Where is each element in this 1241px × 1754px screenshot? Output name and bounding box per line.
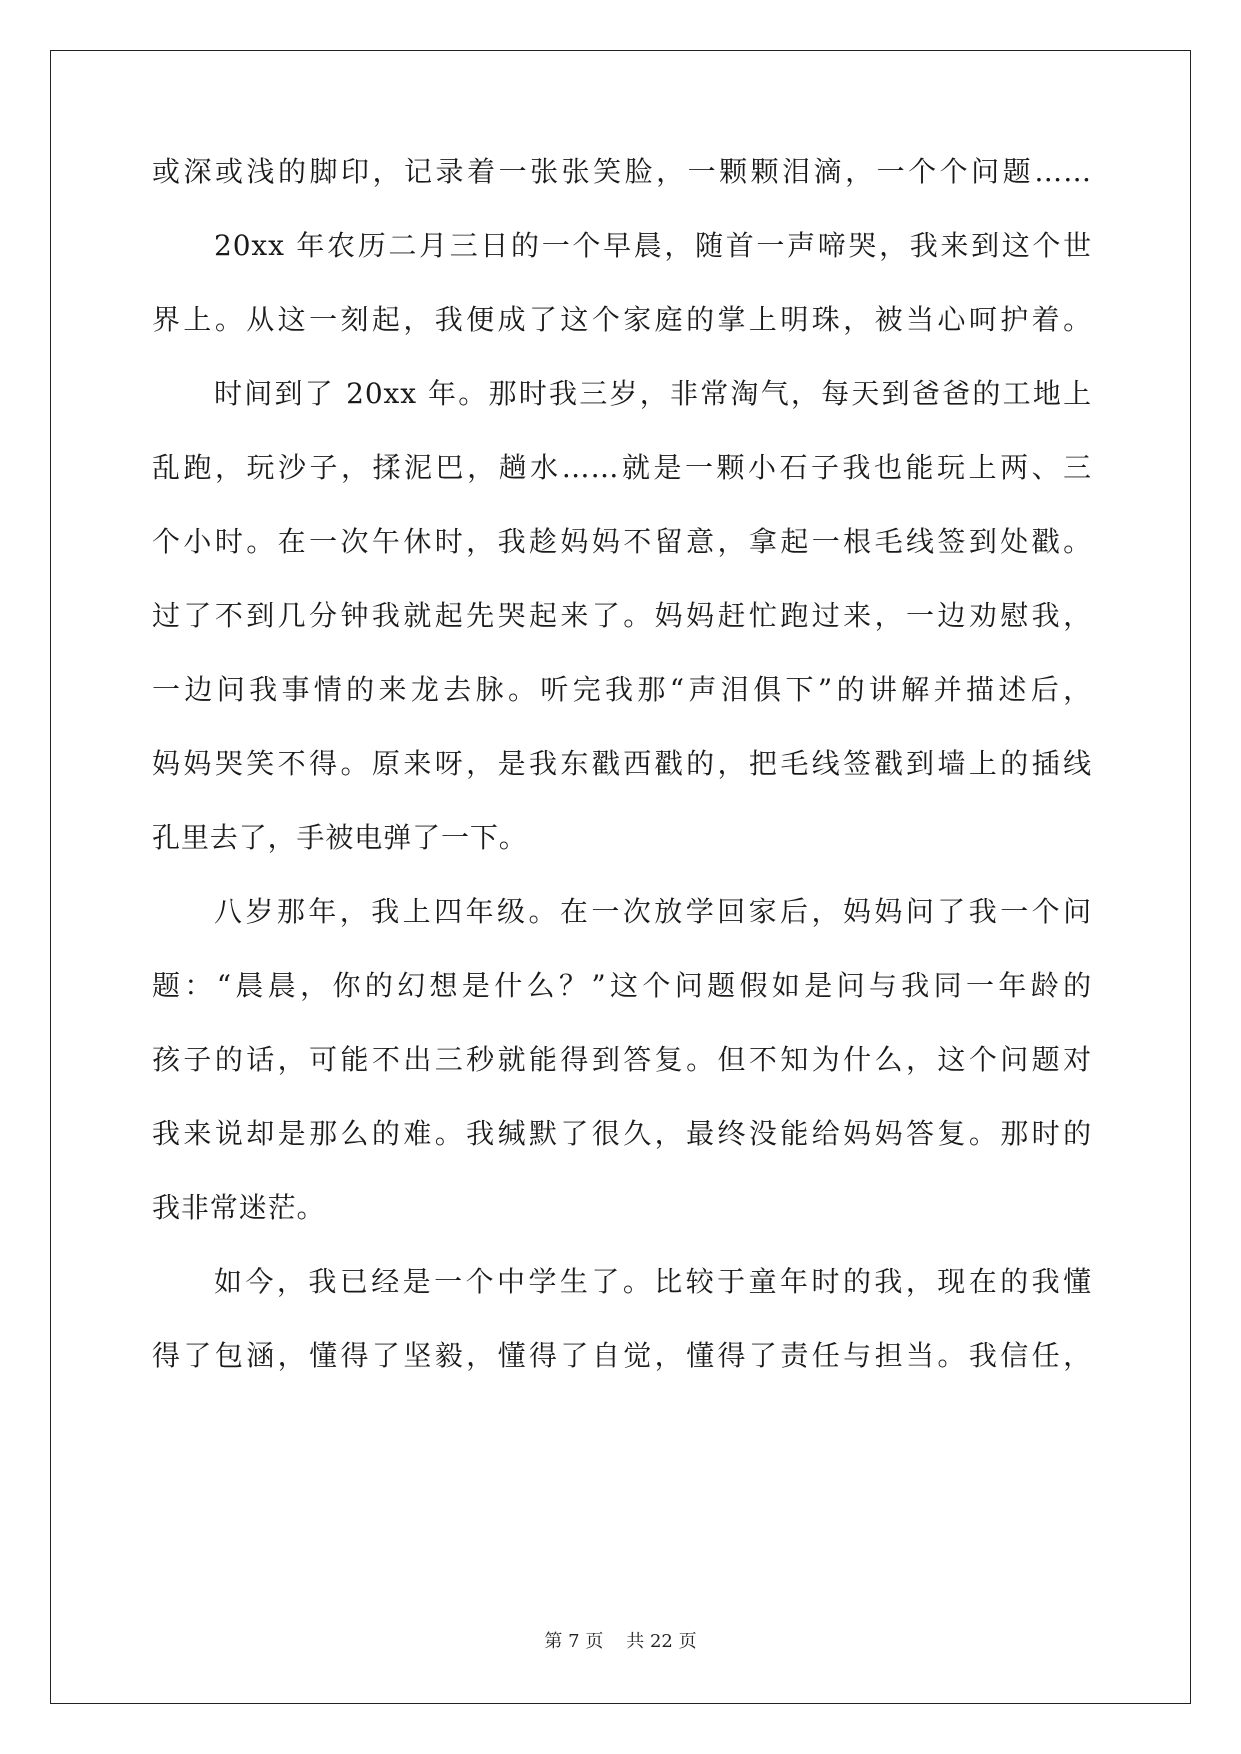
- paragraph-first-line: 八岁那年，我上四年级。在一次放学回家后，妈妈问了我一个问: [214, 895, 1092, 928]
- body-text-line: 题：“晨晨，你的幻想是什么？”这个问题假如是问与我同一年龄的: [152, 969, 1092, 1002]
- page-footer: [0, 1631, 1241, 1653]
- page-total: 共 22 页: [626, 1631, 697, 1652]
- paragraph-first-line: 20xx 年农历二月三日的一个早晨，随首一声啼哭，我来到这个世: [214, 229, 1092, 262]
- body-text-line: 个小时。在一次午休时，我趁妈妈不留意，拿起一根毛线签到处戳。: [152, 525, 1092, 558]
- paragraph-first-line: 如今，我已经是一个中学生了。比较于童年时的我，现在的我懂: [214, 1265, 1092, 1298]
- body-text-line: 孩子的话，可能不出三秒就能得到答复。但不知为什么，这个问题对: [152, 1043, 1092, 1076]
- body-text-line: 或深或浅的脚印，记录着一张张笑脸，一颗颗泪滴，一个个问题……: [152, 155, 1092, 188]
- page-border: [50, 50, 1191, 1704]
- body-text-line: 妈妈哭笑不得。原来呀，是我东戳西戳的，把毛线签戳到墙上的插线: [152, 747, 1092, 780]
- body-text-line: 得了包涵，懂得了坚毅，懂得了自觉，懂得了责任与担当。我信任，: [152, 1339, 1092, 1372]
- body-text-line: 乱跑，玩沙子，揉泥巴，趟水……就是一颗小石子我也能玩上两、三: [152, 451, 1092, 484]
- page-number: 第 7 页: [544, 1631, 604, 1652]
- paragraph-first-line: 时间到了 20xx 年。那时我三岁，非常淘气，每天到爸爸的工地上: [214, 377, 1092, 410]
- body-text-line: 过了不到几分钟我就起先哭起来了。妈妈赶忙跑过来，一边劝慰我，: [152, 599, 1092, 632]
- body-text-line: 界上。从这一刻起，我便成了这个家庭的掌上明珠，被当心呵护着。: [152, 303, 1092, 336]
- body-text-line: 我非常迷茫。: [152, 1191, 326, 1224]
- body-text-line: 孔里去了，手被电弹了一下。: [152, 821, 528, 854]
- body-text-line: 一边问我事情的来龙去脉。听完我那“声泪俱下”的讲解并描述后，: [152, 673, 1092, 706]
- body-text-line: 我来说却是那么的难。我缄默了很久，最终没能给妈妈答复。那时的: [152, 1117, 1092, 1150]
